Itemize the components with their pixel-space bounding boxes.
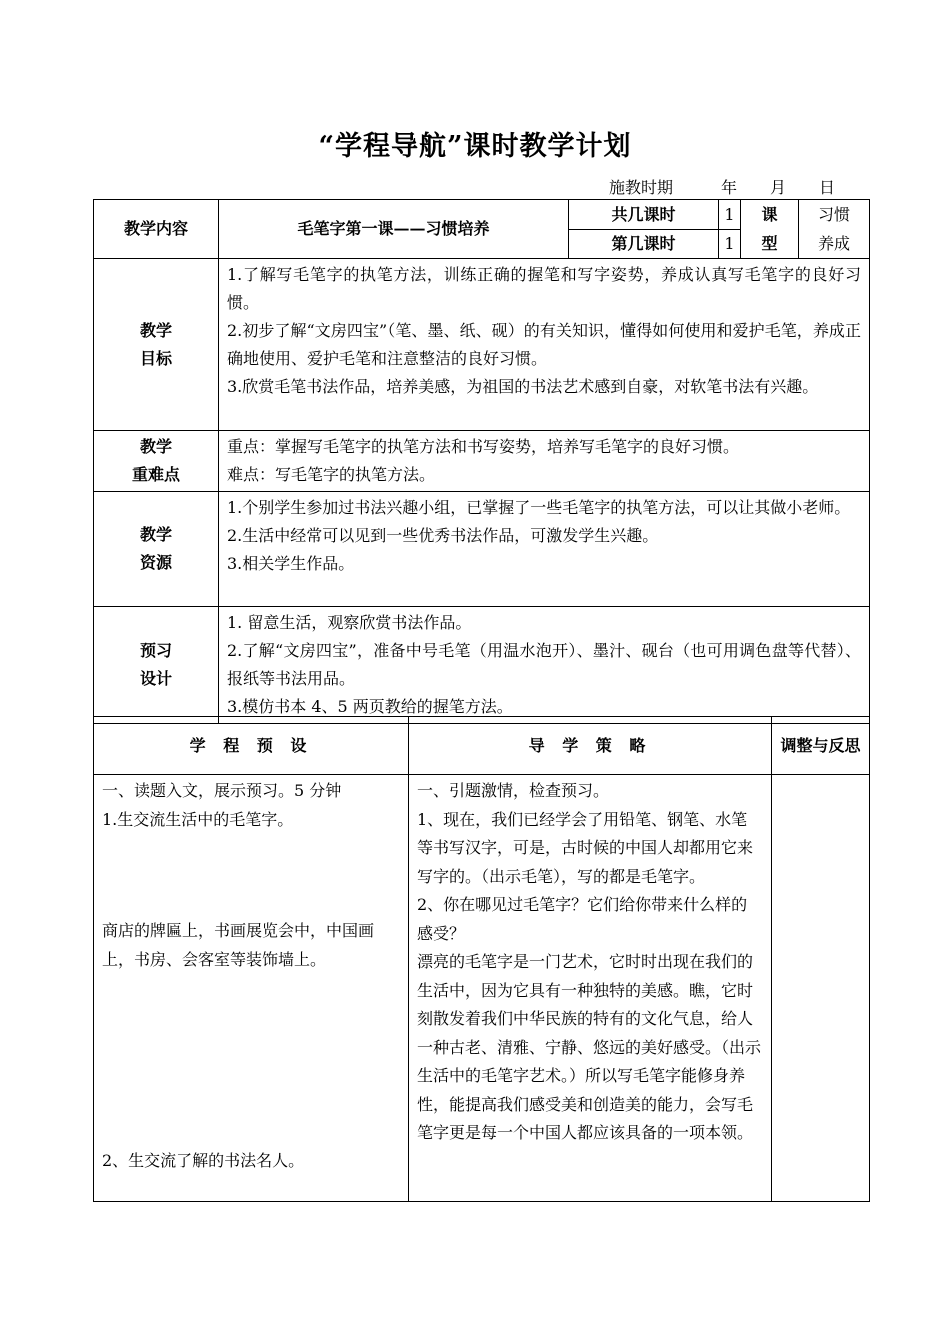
goal-line: 1.了解写毛笔字的执笔方法，训练正确的握笔和写字姿势，养成认真写毛笔字的良好习惯。 [227, 265, 861, 312]
content-label: 教学内容 [94, 200, 219, 259]
process-right-line: 一、引题激情，检查预习。 [417, 781, 610, 800]
key-points-label-2: 重难点 [131, 465, 180, 484]
which-hour-label: 第几课时 [569, 230, 719, 259]
goal-line: 2.初步了解“文房四宝”（笔、墨、纸、砚）的有关知识，懂得如何使用和爱护毛笔，养成正确地使用、爱护毛笔和注意整洁的良好习惯。 [227, 321, 861, 368]
process-left-line: 2、生交流了解的书法名人。 [102, 1150, 305, 1170]
which-hour-value: 1 [719, 230, 741, 259]
process-col1-title: 学 程 预 设 [94, 717, 409, 775]
preview-text [219, 607, 870, 724]
resources-text [219, 492, 870, 607]
preview-label [94, 607, 219, 724]
plan-table [93, 199, 870, 724]
process-table [93, 716, 870, 1202]
type-label-2: 型 [741, 230, 799, 259]
goals-label-1: 教学 [139, 320, 172, 340]
process-right-column [409, 775, 772, 1202]
resources-label-1: 教学 [139, 525, 172, 544]
type-value-1: 习惯 [799, 200, 870, 230]
process-left-line: 商店的牌匾上，书画展览会中，中国画上，书房、会客室等装饰墙上。 [102, 921, 375, 969]
process-col2-title: 导 学 策 略 [409, 717, 772, 775]
resources-label [94, 492, 219, 607]
date-label: 施教时期 [609, 178, 674, 197]
month-label: 月 [770, 178, 787, 197]
process-right-line: 1、现在，我们已经学会了用铅笔、钢笔、水笔等书写汉字，可是，古时候的中国人却都用它来写字的。（出示毛笔），写的都是毛笔字。 [417, 809, 754, 886]
key-points-text [219, 431, 870, 492]
type-label-1: 课 [741, 200, 799, 230]
process-right-line: 2、你在哪见过毛笔字？它们给你带来什么样的感受？ [417, 895, 748, 943]
resources-label-2: 资源 [139, 553, 172, 572]
total-hours-value: 1 [719, 200, 741, 230]
process-left-line: 1.生交流生活中的毛笔字。 [102, 809, 294, 829]
date-line [609, 175, 835, 198]
goals-text [219, 259, 870, 431]
goals-label [94, 259, 219, 431]
page-title: “学程导航”课时教学计划 [318, 131, 632, 162]
resource-line: 3.相关学生作品。 [227, 554, 355, 573]
type-value-2: 养成 [799, 230, 870, 259]
preview-line: 2.了解“文房四宝”，准备中号毛笔（用温水泡开）、墨汁、砚台（也可用调色盘等代替）、报纸等书法用品。 [227, 641, 861, 688]
key-points-label [94, 431, 219, 492]
total-hours-label: 共几课时 [569, 200, 719, 230]
process-left-column [94, 775, 409, 1202]
key-point-line: 重点：掌握写毛笔字的执笔方法和书写姿势，培养写毛笔字的良好习惯。 [227, 437, 740, 456]
preview-line: 3.模仿书本 4、5 两页教给的握笔方法。 [227, 697, 513, 716]
key-point-line: 难点：写毛笔字的执笔方法。 [227, 465, 436, 484]
goal-line: 3.欣赏毛笔书法作品，培养美感，为祖国的书法艺术感到自豪，对软笔书法有兴趣。 [227, 377, 819, 396]
day-label: 日 [819, 178, 836, 197]
preview-label-1: 预习 [139, 641, 172, 660]
content-value: 毛笔字第一课——习惯培养 [219, 200, 569, 259]
process-right-line: 漂亮的毛笔字是一门艺术，它时时出现在我们的生活中，因为它具有一种独特的美感。瞧，它时刻散发着我们中华民族的特有的文化气息，给人一种古老、清雅、宁静、悠远的美好感受。（出示生活中的毛笔字艺术。）所以写毛笔字能修身养性，能提高我们感受美和创造美的能力，会写毛笔字更是每一个中国人都应该具备的一项本领。 [417, 952, 762, 1142]
reflection-cell [772, 775, 870, 1202]
goals-label-2: 目标 [139, 348, 172, 368]
process-col3-title: 调整与反思 [772, 717, 870, 775]
key-points-label-1: 教学 [139, 437, 172, 456]
preview-line: 1. 留意生活，观察欣赏书法作品。 [227, 613, 472, 632]
resource-line: 1.个别学生参加过书法兴趣小组，已掌握了一些毛笔字的执笔方法，可以让其做小老师。 [227, 498, 851, 517]
process-left-line: 一、读题入文，展示预习。5 分钟 [102, 781, 342, 800]
year-label: 年 [721, 178, 738, 197]
resource-line: 2.生活中经常可以见到一些优秀书法作品，可激发学生兴趣。 [227, 526, 659, 545]
preview-label-2: 设计 [139, 669, 172, 688]
